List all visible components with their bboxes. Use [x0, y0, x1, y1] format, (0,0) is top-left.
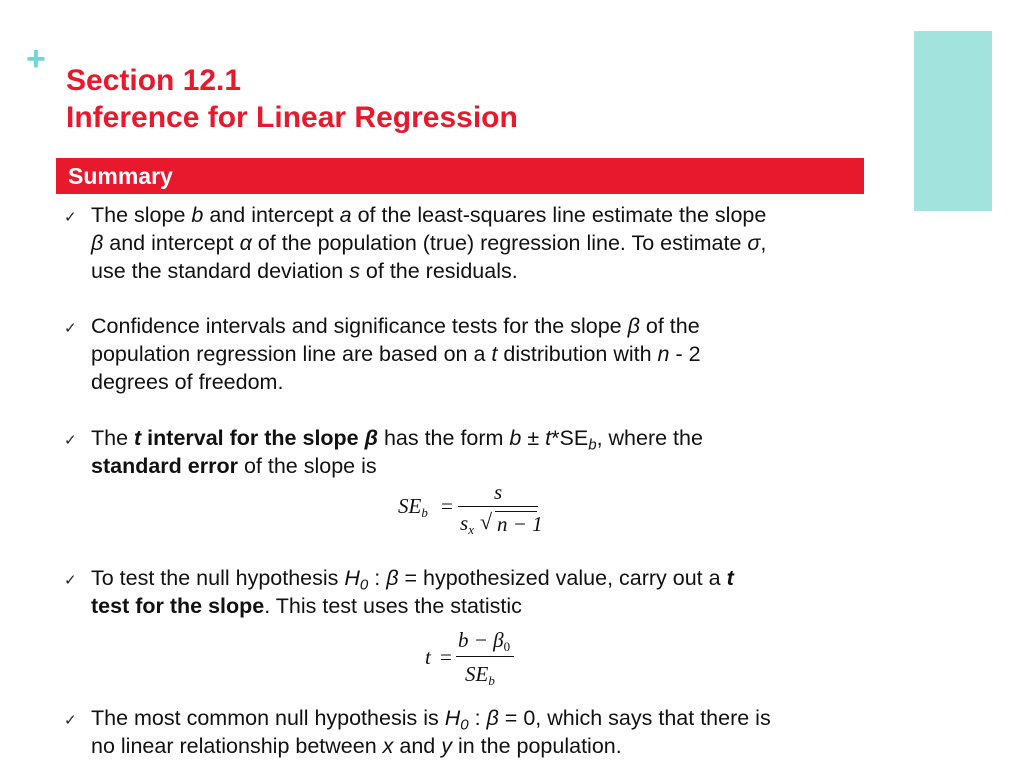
t-formula-numerator: $b - \beta_0$: [458, 628, 511, 654]
bullet-2-line-1: Confidence intervals and significance tests for the slope β of the: [91, 314, 700, 338]
bullet-4-line-1: To test the null hypothesis $H_0$ : β = hypothesized value, carry out a t: [91, 566, 734, 594]
plus-icon: +: [26, 40, 46, 78]
check-icon: ✓: [64, 431, 77, 449]
check-icon: ✓: [64, 319, 77, 337]
bullet-1-line-3: use the standard deviation s of the residuals.: [91, 259, 518, 283]
slide-title: [66, 62, 518, 136]
radical-icon: √: [480, 509, 493, 534]
t-formula-denominator: $SE_b$: [465, 662, 495, 688]
title-line-1: Section 12.1: [66, 64, 242, 97]
bullet-1-line-1: The slope b and intercept a of the least-squares line estimate the slope: [91, 203, 767, 227]
se-formula-fraction-bar: [458, 506, 538, 507]
check-icon: ✓: [64, 571, 77, 589]
se-formula-lhs: $SE_b$: [398, 494, 428, 520]
bullet-5-line-1: The most common null hypothesis is $H_0$ : β = 0, which says that there is: [91, 706, 771, 734]
summary-header-bar: [56, 158, 864, 194]
check-icon: ✓: [64, 208, 77, 226]
bullet-1-line-2: β and intercept α of the population (true) regression line. To estimate σ,: [91, 231, 767, 255]
check-icon: ✓: [64, 711, 77, 729]
se-formula-numerator: s: [494, 480, 503, 504]
bullet-3-line-1: The t interval for the slope β has the form $b \pm t*SE_b$, where the: [91, 426, 703, 454]
se-formula-denominator: $s_x$: [460, 511, 474, 537]
t-formula-fraction-bar: [456, 656, 514, 657]
bullet-3-line-2: standard error of the slope is: [91, 454, 377, 478]
t-formula-lhs: t: [425, 645, 431, 669]
bullet-5-line-2: no linear relationship between x and y in the population.: [91, 734, 622, 758]
se-formula-radicand: n − 1: [497, 512, 543, 536]
bullet-2-line-2: population regression line are based on a t distribution with n - 2: [91, 342, 701, 366]
bullet-4-line-2: test for the slope. This test uses the statistic: [91, 594, 522, 618]
bullet-2-line-3: degrees of freedom.: [91, 370, 284, 394]
title-line-2: Inference for Linear Regression: [66, 101, 518, 134]
summary-label: Summary: [68, 163, 173, 189]
teal-accent-block: [914, 31, 992, 211]
se-formula-equals: =: [441, 494, 453, 518]
t-formula-equals: =: [440, 645, 452, 669]
